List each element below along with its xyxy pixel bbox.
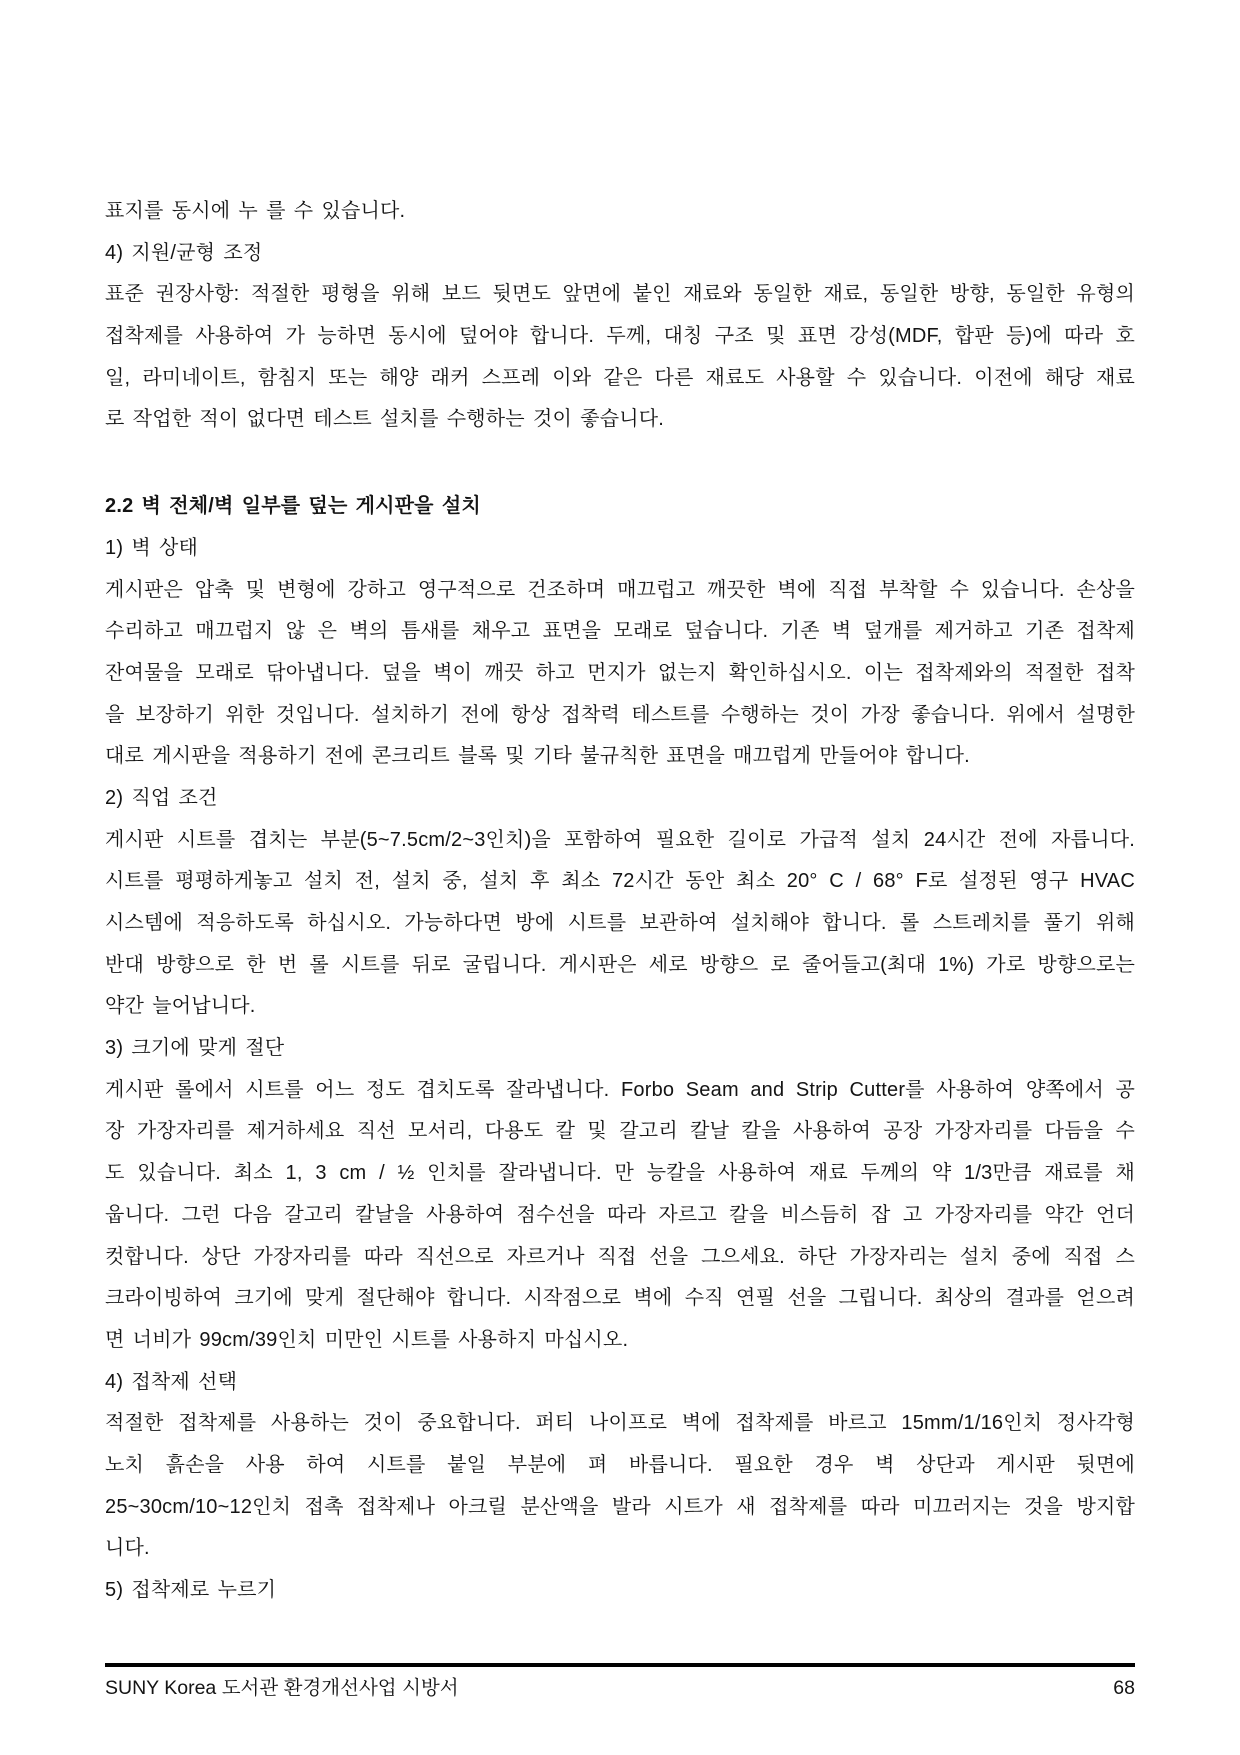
- text-line: 표지를 동시에 누 를 수 있습니다.: [105, 200, 406, 222]
- text-line: 일, 라미네이트, 함침지 또는 해양 래커 스프레 이와 같은 다른 재료도 사용할 수 있습니다. 이전에 해당 재료: [105, 366, 1135, 389]
- text-line: 접착제를 사용하여 가 능하면 동시에 덮어야 합니다. 두께, 대칭 구조 및 표면 강성(MDF, 합판 등)에 따라 호: [105, 325, 1135, 348]
- text-line: 시트를 평평하게놓고 설치 전, 설치 중, 설치 후 최소 72시간 동안 최소 20° C / 68° F로 설정된 영구 HVAC: [105, 870, 1135, 893]
- text-line: 니다.: [105, 1537, 150, 1560]
- text-line: 대로 게시판을 적용하기 전에 콘크리트 블록 및 기타 불규칙한 표면을 매끄럽게 만들어야 합니다.: [105, 745, 970, 768]
- text-line: 웁니다. 그런 다음 갈고리 칼날을 사용하여 점수선을 따라 자르고 칼을 비스듬히 잡 고 가장자리를 약간 언더: [105, 1203, 1135, 1226]
- text-line: 면 너비가 99cm/39인치 미만인 시트를 사용하지 마십시오.: [105, 1328, 629, 1351]
- text-line: 로 작업한 적이 없다면 테스트 설치를 수행하는 것이 좋습니다.: [105, 408, 665, 431]
- text-line: 컷합니다. 상단 가장자리를 따라 직선으로 자르거나 직접 선을 그으세요. 하단 가장자리는 설치 중에 직접 스: [105, 1245, 1135, 1268]
- text-line: 도 있습니다. 최소 1, 3 cm / ½ 인치를 잘라냅니다. 만 능칼을 사용하여 재료 두께의 약 1/3만큼 재료를 채: [105, 1162, 1135, 1185]
- text-line: 시스템에 적응하도록 하십시오. 가능하다면 방에 시트를 보관하여 설치해야 합니다. 롤 스트레치를 풀기 위해: [105, 912, 1135, 934]
- footer-document-title: SUNY Korea 도서관 환경개선사업 시방서: [105, 1677, 459, 1699]
- text-line: 을 보장하기 위한 것입니다. 설치하기 전에 항상 접착력 테스트를 수행하는 것이 가장 좋습니다. 위에서 설명한: [105, 703, 1135, 726]
- text-line: 게시판은 압축 및 변형에 강하고 영구적으로 건조하며 매끄럽고 깨끗한 벽에 직접 부착할 수 있습니다. 손상을: [105, 578, 1135, 601]
- text-line: 적절한 접착제를 사용하는 것이 중요합니다. 퍼티 나이프로 벽에 접착제를 바르고 15mm/1/16인치 정사각형: [105, 1412, 1135, 1435]
- page-footer: [105, 1663, 1135, 1700]
- numbered-item-work-conditions: 2) 직업 조건: [105, 786, 218, 809]
- text-line: 게시판 시트를 겹치는 부분(5~7.5cm/2~3인치)을 포함하여 필요한 길이로 가급적 설치 24시간 전에 자릅니다.: [105, 828, 1135, 851]
- numbered-item-wall-condition: 1) 벽 상태: [105, 536, 199, 559]
- text-line: 게시판 롤에서 시트를 어느 정도 겹치도록 잘라냅니다. Forbo Seam and Strip Cutter를 사용하여 양쪽에서 공: [105, 1078, 1135, 1101]
- text-line: 25~30cm/10~12인치 접촉 접착제나 아크릴 분산액을 발라 시트가 새 접착제를 따라 미끄러지는 것을 방지합: [105, 1495, 1135, 1518]
- section-heading-2-2: 2.2 벽 전체/벽 일부를 덮는 게시판을 설치: [105, 495, 481, 518]
- numbered-item-cut-to-size: 3) 크기에 맞게 절단: [105, 1037, 285, 1060]
- text-line: 약간 늘어납니다.: [105, 995, 256, 1018]
- numbered-item-support-balance: 4) 지원/균형 조정: [105, 241, 263, 264]
- text-line: 수리하고 매끄럽지 않 은 벽의 틈새를 채우고 표면을 모래로 덮습니다. 기존 벽 덮개를 제거하고 기존 접착제: [105, 620, 1135, 643]
- paragraph-gap: [105, 441, 1135, 486]
- text-line: 장 가장자리를 제거하세요 직선 모서리, 다용도 칼 및 갈고리 칼날 칼을 사용하여 공장 가장자리를 다듬을 수: [105, 1120, 1135, 1143]
- text-line: 노치 흙손을 사용 하여 시트를 붙일 부분에 펴 바릅니다. 필요한 경우 벽 상단과 게시판 뒷면에: [105, 1453, 1135, 1476]
- numbered-item-press-with-adhesive: 5) 접착제로 누르기: [105, 1579, 277, 1601]
- numbered-item-adhesive-selection: 4) 접착제 선택: [105, 1370, 238, 1393]
- text-line: 표준 권장사항: 적절한 평형을 위해 보드 뒷면도 앞면에 붙인 재료와 동일한 재료, 동일한 방향, 동일한 유형의: [105, 283, 1135, 306]
- page-number: 68: [1113, 1677, 1135, 1699]
- text-line: 잔여물을 모래로 닦아냅니다. 덮을 벽이 깨끗 하고 먼지가 없는지 확인하십시오. 이는 접착제와의 적절한 접착: [105, 661, 1135, 684]
- text-line: 크라이빙하여 크기에 맞게 절단해야 합니다. 시작점으로 벽에 수직 연필 선을 그립니다. 최상의 결과를 얻으려: [105, 1287, 1135, 1310]
- text-line: 반대 방향으로 한 번 롤 시트를 뒤로 굴립니다. 게시판은 세로 방향으 로 줄어들고(최대 1%) 가로 방향으로는: [105, 953, 1135, 976]
- document-body: [105, 191, 1135, 1612]
